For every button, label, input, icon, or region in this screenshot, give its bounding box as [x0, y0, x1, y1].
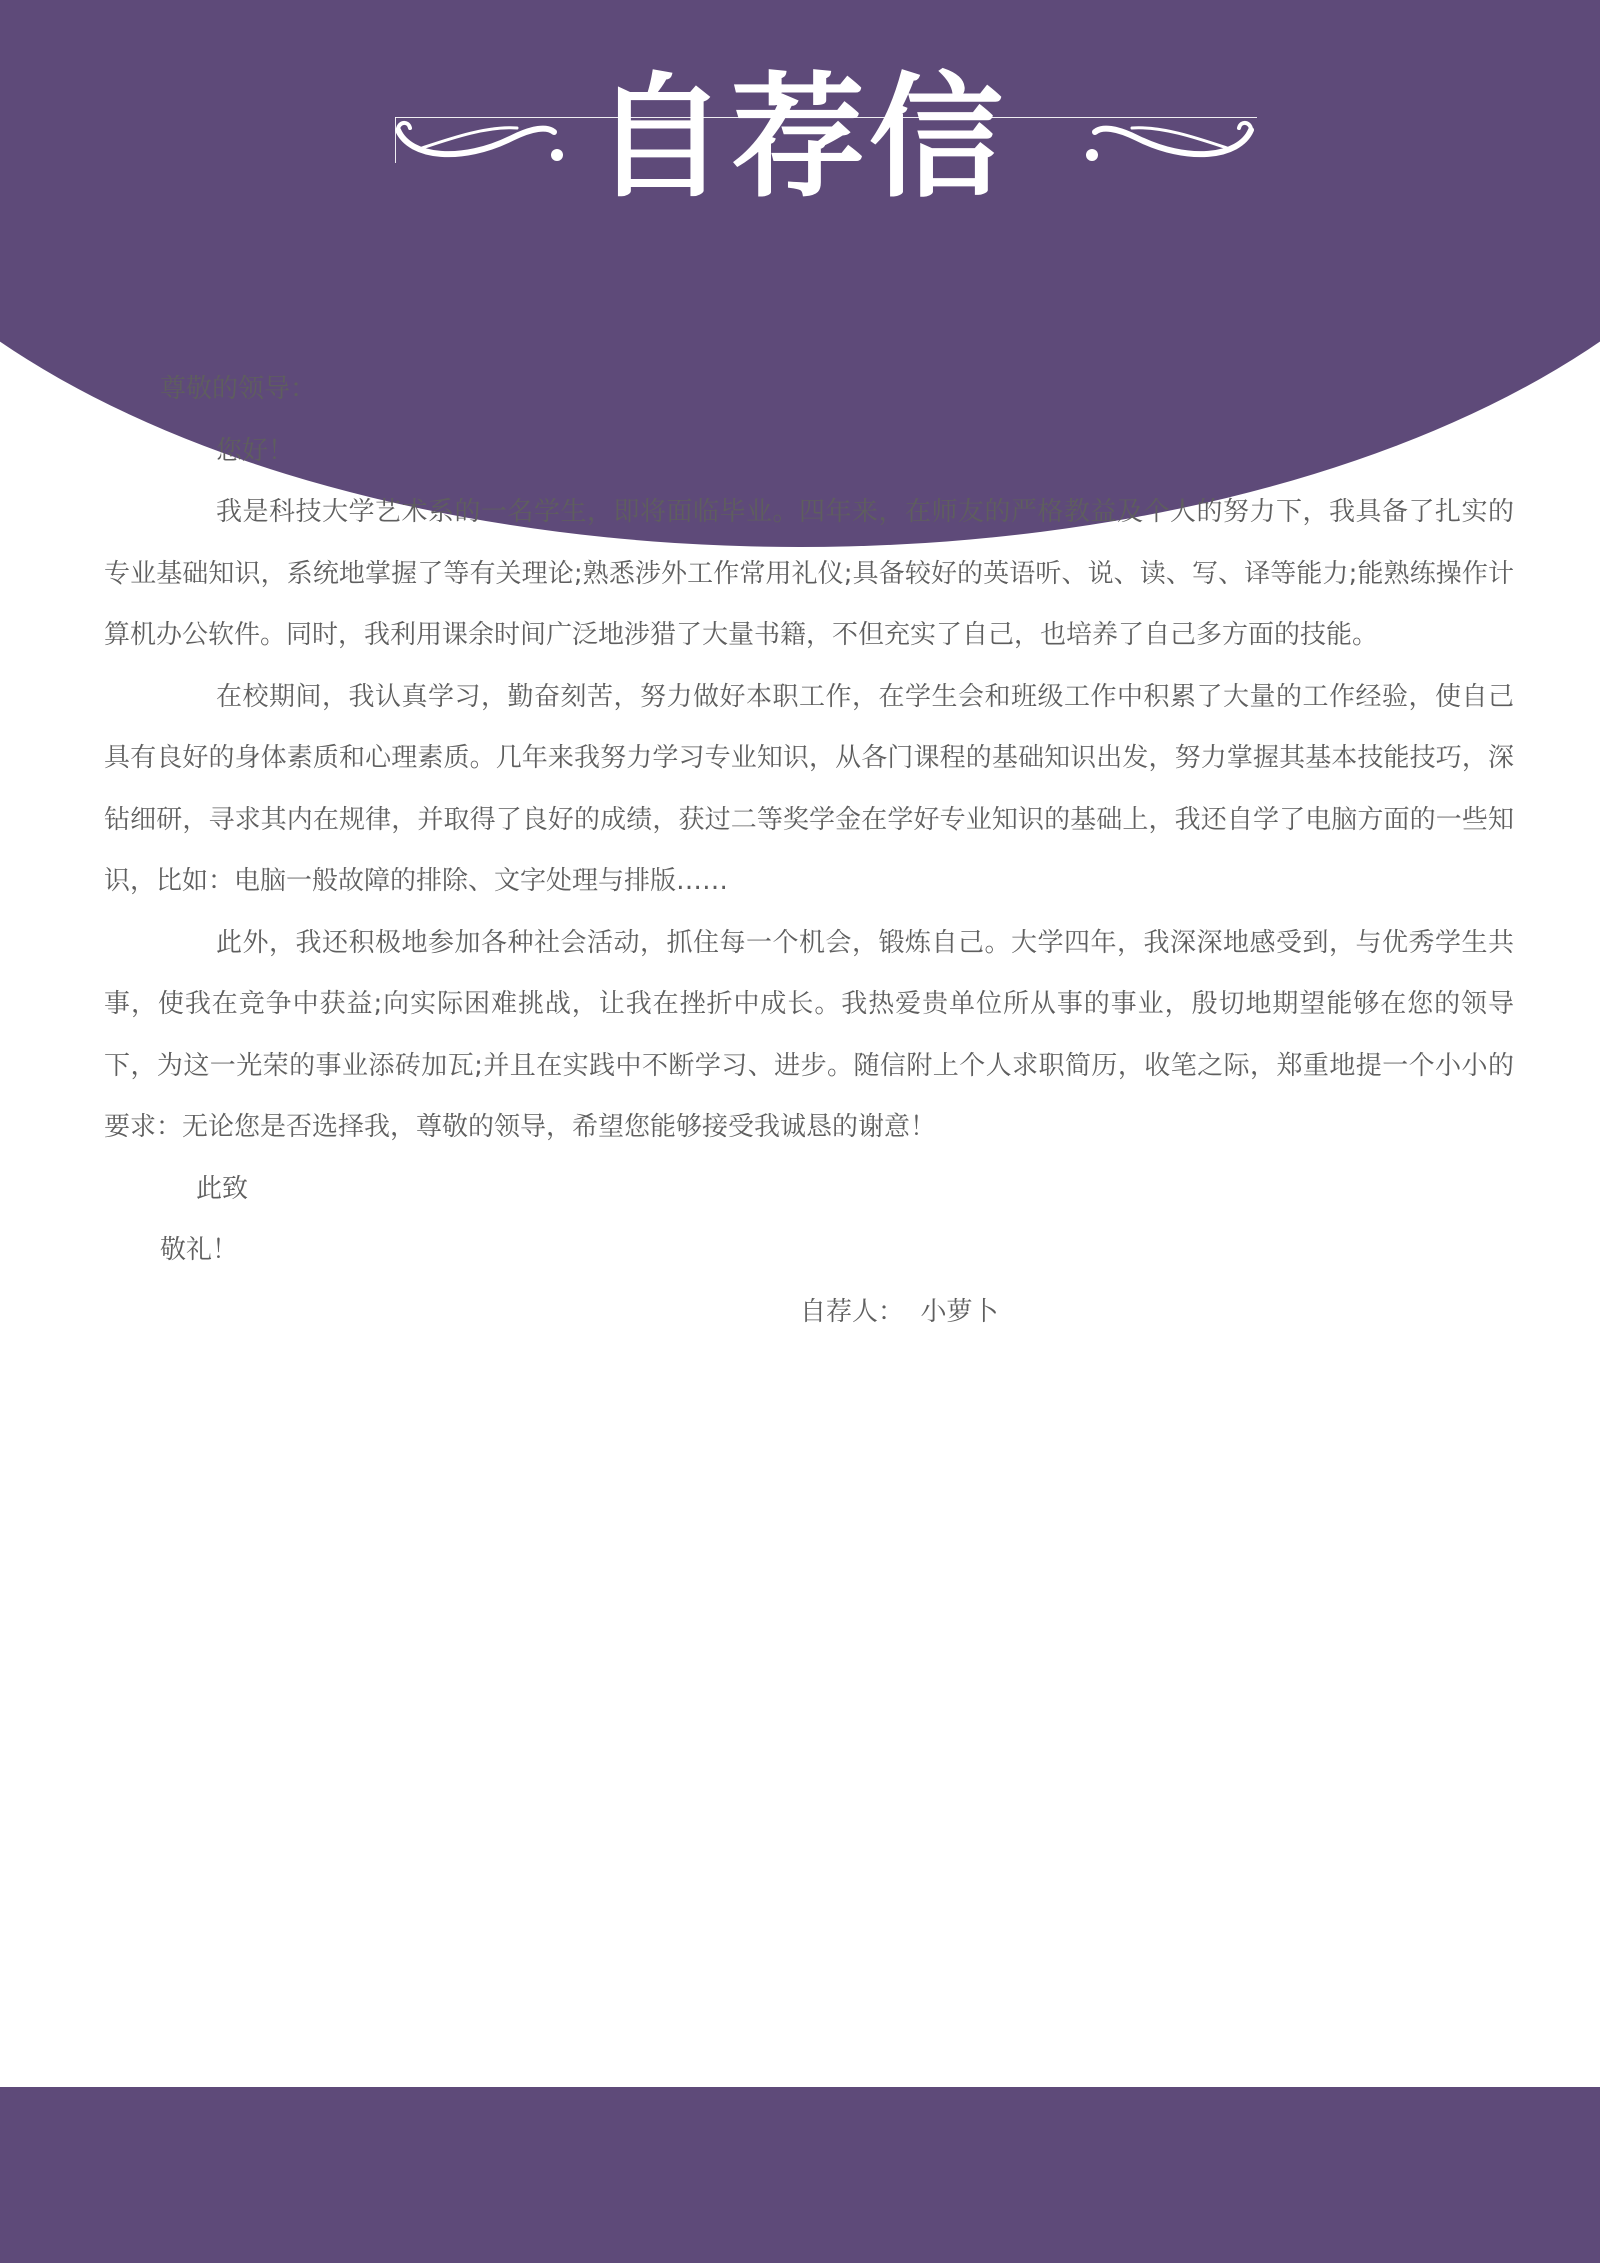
ornamental-swirl-icon: [1082, 108, 1257, 170]
greeting: 您好！: [216, 435, 295, 466]
body-paragraph: 我是科技大学艺术系的一名学生，即将面临毕业。四年来，在师友的严格教益及个人的努力下，我具备了扎实的专业基础知识，系统地掌握了等有关理论;熟悉涉外工作常用礼仪;具备较好的英语听、说、读、写、译等能力;能熟练操作计算机办公软件。同时，我利用课余时间广泛地涉猎了大量书籍，不但充实了自己，也培养了自己多方面的技能。: [104, 497, 1514, 650]
signature: 自荐人： 小萝卜: [800, 1296, 999, 1327]
letter-body: [104, 359, 1514, 1343]
closing-line-1: 此致: [196, 1173, 249, 1204]
body-paragraph: 在校期间，我认真学习，勤奋刻苦，努力做好本职工作，在学生会和班级工作中积累了大量的工作经验，使自己具有良好的身体素质和心理素质。几年来我努力学习专业知识，从各门课程的基础知识出发，努力掌握其基本技能技巧，深钻细研，寻求其内在规律，并取得了良好的成绩，获过二等奖学金在学好专业知识的基础上，我还自学了电脑方面的一些知识，比如：电脑一般故障的排除、文字处理与排版……: [104, 681, 1514, 896]
footer-band: [0, 2087, 1600, 2263]
salutation: 尊敬的领导：: [160, 374, 317, 404]
header: [0, 0, 1600, 220]
body-paragraph: 此外，我还积极地参加各种社会活动，抓住每一个机会，锻炼自己。大学四年，我深深地感受到，与优秀学生共事，使我在竞争中获益;向实际困难挑战，让我在挫折中成长。我热爱贵单位所从事的事业，殷切地期望能够在您的领导下，为这一光荣的事业添砖加瓦;并且在实践中不断学习、进步。随信附上个人求职简历，收笔之际，郑重地提一个小小的要求：无论您是否选择我，尊敬的领导，希望您能够接受我诚恳的谢意！: [104, 927, 1514, 1142]
page-title: 自荐信: [592, 60, 1007, 216]
closing-line-2: 敬礼！: [160, 1235, 239, 1265]
